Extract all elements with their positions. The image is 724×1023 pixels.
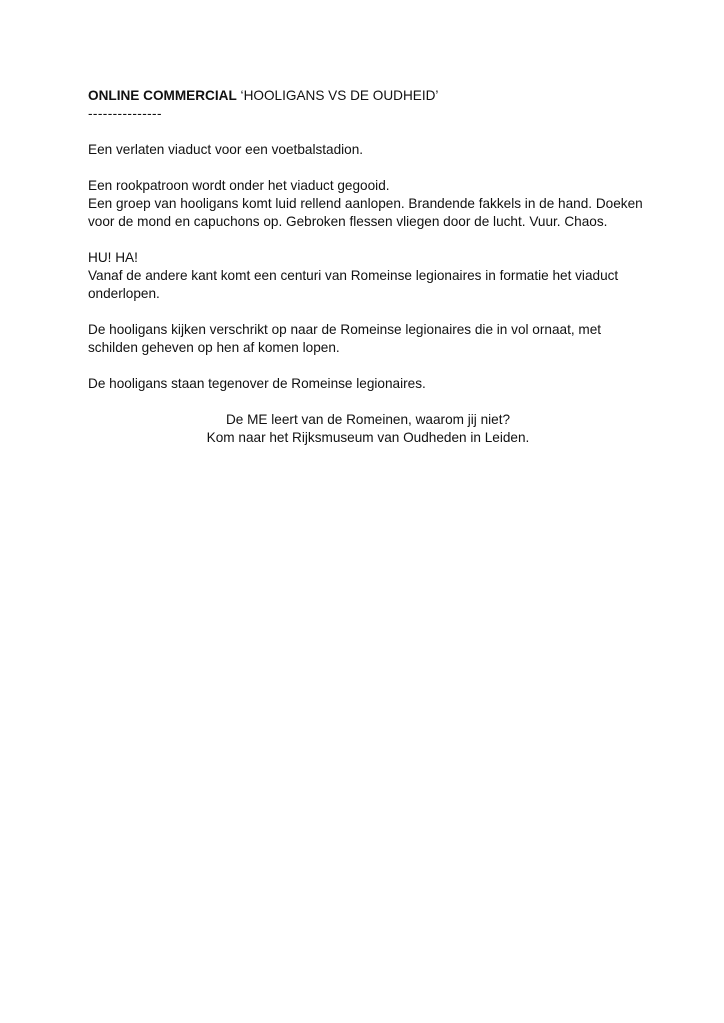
spacer	[88, 357, 648, 375]
paragraph-line: schilden geheven op hen af komen lopen.	[88, 340, 340, 355]
paragraph-line: Een verlaten viaduct voor een voetbalstadion.	[88, 142, 364, 157]
tagline-block	[88, 411, 648, 447]
paragraph-1	[88, 141, 648, 159]
paragraph-line: De hooligans staan tegenover de Romeinse legionaires.	[88, 376, 426, 391]
paragraph-3	[88, 249, 648, 303]
heading-underline-dashes: ---------------	[88, 106, 162, 121]
document-body	[88, 87, 648, 447]
heading-bold-label: ONLINE COMMERCIAL	[88, 88, 237, 103]
paragraph-line: Een groep van hooligans komt luid rellend aanlopen. Brandende fakkels in de hand. Doeken	[88, 196, 643, 211]
document-heading	[88, 87, 648, 105]
paragraph-line: Een rookpatroon wordt onder het viaduct gegooid.	[88, 178, 390, 193]
paragraph-line: HU! HA!	[88, 250, 138, 265]
heading-title: ‘HOOLIGANS VS DE OUDHEID’	[236, 88, 439, 103]
spacer	[88, 393, 648, 411]
spacer	[88, 159, 648, 177]
paragraph-4	[88, 321, 648, 357]
paragraph-line: Vanaf de andere kant komt een centuri van Romeinse legionaires in formatie het viaduct	[88, 268, 619, 283]
paragraph-2	[88, 177, 648, 231]
paragraph-5	[88, 375, 648, 393]
paragraph-line: voor de mond en capuchons op. Gebroken flessen vliegen door de lucht. Vuur. Chaos.	[88, 214, 608, 229]
paragraph-line: De hooligans kijken verschrikt op naar de Romeinse legionaires die in vol ornaat, met	[88, 322, 602, 337]
spacer	[88, 303, 648, 321]
spacer	[88, 123, 648, 141]
tagline-line-1: De ME leert van de Romeinen, waarom jij niet?	[225, 412, 511, 427]
paragraph-line: onderlopen.	[88, 286, 160, 301]
spacer	[88, 231, 648, 249]
tagline-line-2: Kom naar het Rijksmuseum van Oudheden in Leiden.	[206, 430, 530, 445]
